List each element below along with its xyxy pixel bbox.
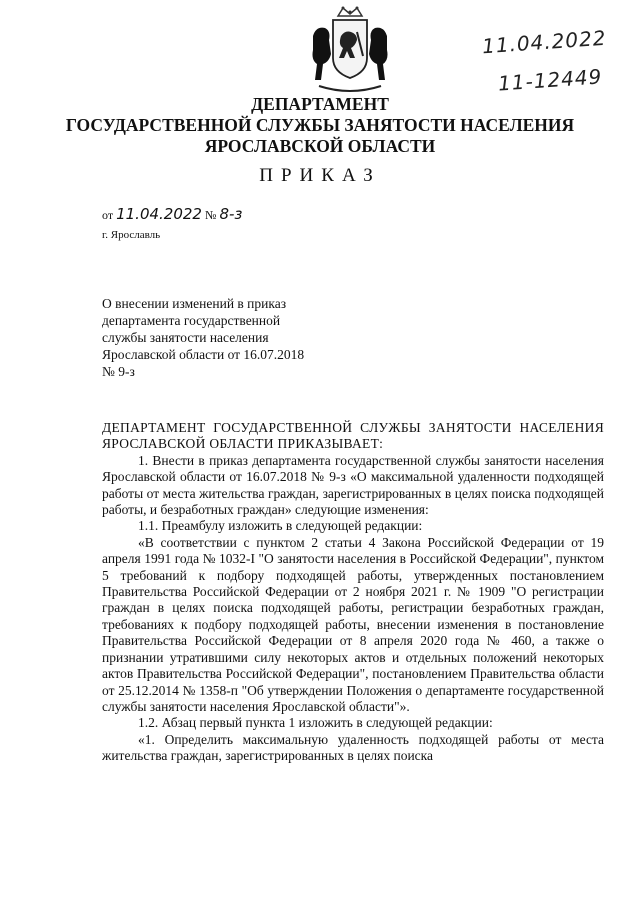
subject-line: департамента государственной [102, 313, 281, 328]
order-date-number-line [102, 205, 242, 223]
subject-line: службы занятости населения [102, 330, 269, 345]
order-subject [102, 295, 362, 380]
order-number: 8-з [219, 205, 243, 223]
paragraph-1-2-text: «1. Определить максимальную удаленность подходящей работы от места жительства граждан, зарегистрированных в целях поиска [102, 731, 604, 764]
department-heading [0, 94, 640, 157]
coat-of-arms-emblem [305, 6, 395, 94]
department-line-1: ДЕПАРТАМЕНТ [251, 94, 389, 114]
department-line-2: ГОСУДАРСТВЕННОЙ СЛУЖБЫ ЗАНЯТОСТИ НАСЕЛЕНИЯ [65, 115, 575, 135]
department-line-3: ЯРОСЛАВСКОЙ ОБЛАСТИ [204, 136, 436, 156]
order-city: г. Ярославль [102, 229, 161, 241]
handwritten-date: 11.04.2022 [481, 25, 608, 59]
handwritten-registration-number: 11-12449 [497, 64, 604, 96]
order-number-label: № [204, 208, 217, 222]
document-type-title: ПРИКАЗ [259, 165, 381, 186]
subject-line: Ярославской области от 16.07.2018 [102, 347, 305, 362]
order-from-label: от [102, 208, 114, 222]
order-date: 11.04.2022 [116, 205, 202, 223]
subject-line: О внесении изменений в приказ [102, 296, 287, 311]
subject-line: № 9-з [102, 364, 135, 379]
paragraph-1-1: 1.1. Преамбулу изложить в следующей редакции: [138, 518, 423, 534]
paragraph-1: 1. Внести в приказ департамента государственной службы занятости населения Ярославской области от 16.07.2018 № 9-з «О максимальной удаленности подходящей работы от места жительства граждан, зарегистрированных в целях поиска подходящей работы, и безработных граждан» следующие изменения: [102, 452, 604, 518]
order-preamble: ДЕПАРТАМЕНТ ГОСУДАРСТВЕННОЙ СЛУЖБЫ ЗАНЯТОСТИ НАСЕЛЕНИЯ ЯРОСЛАВСКОЙ ОБЛАСТИ ПРИКАЗЫВАЕТ: [102, 420, 604, 452]
paragraph-1-1-text: «В соответствии с пунктом 2 статьи 4 Закона Российской Федерации от 19 апреля 1991 года № 1032-I "О занятости населения в Российской Федерации", пунктом 5 требований к подбору подходящей работы, утвержденных постановлением Правительства Российской Федерации от 2 ноября 2021 г. № 1909 "О регистрации граждан в целях поиска подходящей работы, регистрации безработных граждан, требованиях к подбору подходящей работы, внесении изменения в постановление Правительства Российской Федерации от 8 апреля 2020 года № 460, а также о признании утратившими силу некоторых актов и отдельных положений некоторых актов Правительства Российской Федерации", постановлением Правительства области от 25.12.2014 № 1358-п "Об утверждении Положения о департаменте государственной службы занятости населения Ярославской области"». [102, 534, 604, 714]
paragraph-1-2: 1.2. Абзац первый пункта 1 изложить в следующей редакции: [138, 715, 493, 731]
order-body [102, 420, 604, 765]
